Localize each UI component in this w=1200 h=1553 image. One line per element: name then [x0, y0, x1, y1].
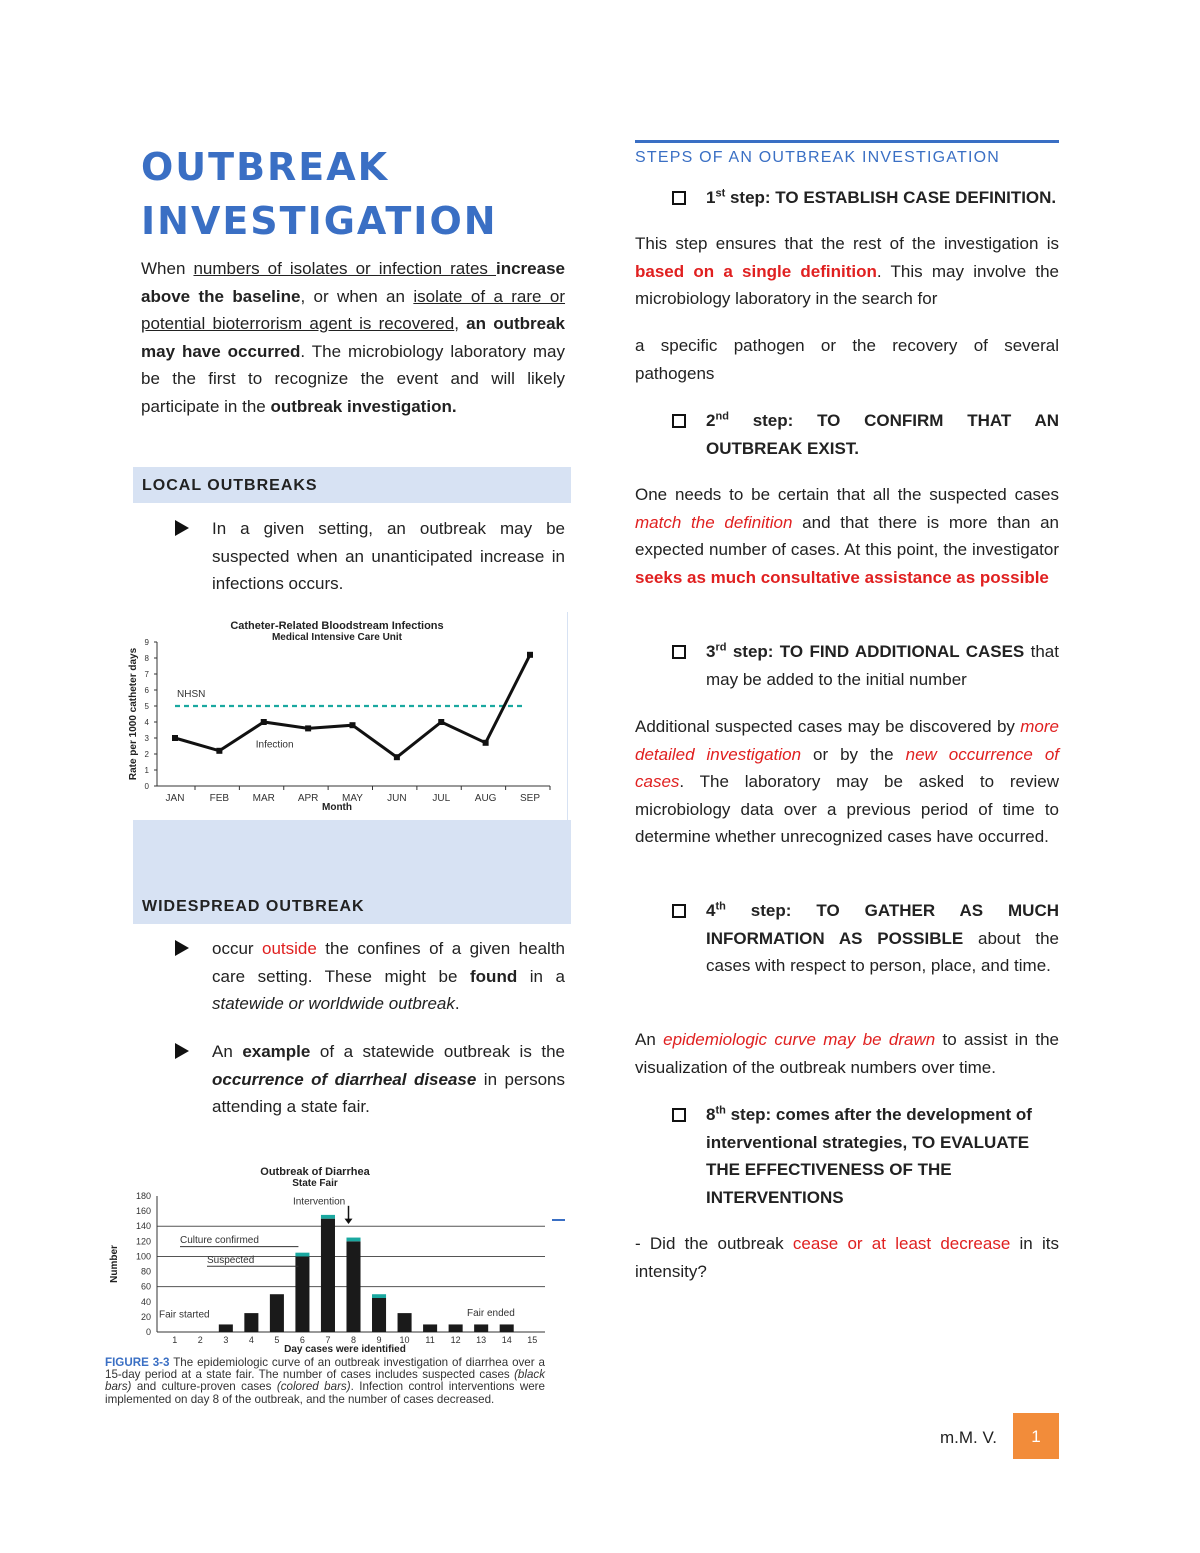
section-local-outbreaks: LOCAL OUTBREAKS — [133, 467, 571, 503]
x-axis-label: Day cases were identified — [284, 1344, 406, 1355]
data-point — [483, 740, 489, 746]
data-point — [394, 754, 400, 760]
bar-chart — [105, 1160, 550, 1360]
caption-text: and culture-proven cases — [131, 1380, 277, 1394]
annotation-culture-confirmed: Culture confirmed — [180, 1234, 259, 1246]
data-point — [438, 719, 444, 725]
bar-suspected — [474, 1324, 488, 1332]
x-tick-label: 13 — [476, 1335, 487, 1345]
y-tick-label: 80 — [140, 1266, 151, 1277]
step-1 — [672, 184, 1059, 212]
bar-suspected — [449, 1324, 463, 1332]
y-axis-label: Rate per 1000 catheter days — [128, 647, 139, 781]
text: in a — [517, 966, 565, 986]
x-tick-label: 11 — [425, 1335, 435, 1345]
annotation-fair-ended: Fair ended — [467, 1308, 515, 1320]
step-label: step: TO ESTABLISH CASE DEFINITION. — [725, 188, 1057, 207]
y-tick-label: 160 — [135, 1206, 151, 1217]
bar-suspected — [295, 1256, 309, 1332]
intro-underline-2: isolate of a rare or potential bioterrorism agent is recovered — [141, 286, 566, 333]
data-point — [305, 725, 311, 731]
x-tick-label: SEP — [519, 793, 541, 804]
text: . — [454, 994, 460, 1013]
x-tick-label: 7 — [325, 1335, 331, 1345]
y-tick-label: 60 — [140, 1281, 151, 1292]
bullet-widespread-1 — [175, 935, 565, 1018]
x-tick-label: MAR — [252, 793, 275, 804]
step-ordinal: nd — [715, 410, 729, 423]
highlight-red: new occurrence of cases — [635, 744, 1060, 791]
x-tick-label: 14 — [501, 1335, 512, 1345]
chart-catheter-infections — [105, 612, 568, 820]
baseline-label: NHSN — [177, 689, 206, 700]
bar-suspected — [423, 1324, 437, 1332]
x-tick-label: 5 — [274, 1335, 280, 1345]
caption-italic: (colored bars) — [276, 1380, 351, 1394]
annotation-intervention: Intervention — [292, 1196, 346, 1208]
step-number: 8 — [706, 1105, 716, 1124]
text: An — [635, 1030, 664, 1049]
x-tick-label: AUG — [474, 793, 497, 804]
text: An — [212, 1042, 243, 1061]
step-label: step: TO CONFIRM THAT AN OUTBREAK EXIST. — [706, 411, 1059, 458]
x-tick-label: 2 — [197, 1335, 203, 1345]
step-8 — [672, 1101, 1059, 1211]
intro-underline-1: numbers of isolates or infection rates — [193, 259, 496, 278]
x-tick-label: FEB — [209, 793, 230, 804]
step-1-description-2: a specific pathogen or the recovery of several pathogens — [635, 336, 1059, 383]
bar-suspected — [372, 1298, 386, 1332]
text: in persons attending a state fair. — [212, 1069, 565, 1116]
bullet-widespread-2-text — [212, 1038, 565, 1121]
chart-title: Outbreak of Diarrhea — [260, 1166, 370, 1178]
step-4-description — [635, 1026, 1059, 1081]
bar-confirmed — [295, 1253, 309, 1257]
italic-text: statewide or worldwide outbreak — [212, 994, 455, 1013]
text: One needs to be certain that all the suspected cases — [635, 485, 1059, 504]
data-point — [527, 652, 533, 658]
y-tick-label: 120 — [135, 1236, 151, 1247]
intervention-arrowhead — [345, 1219, 353, 1224]
divider-mark — [552, 1219, 565, 1221]
highlight-red: epidemiologic curve may be drawn — [663, 1030, 936, 1049]
caption-text: . Infection control interventions were implemented on day 8 of the outbreak, and the number of cases decreased. — [105, 1380, 545, 1406]
y-tick-label: 1 — [144, 766, 149, 775]
step-3 — [672, 638, 1059, 693]
text: the confines of a given health care setting. These might be — [212, 939, 565, 986]
step-number: 4 — [706, 901, 716, 920]
x-axis-label: Month — [322, 802, 352, 813]
y-tick-label: 6 — [144, 686, 149, 695]
x-tick-label: JUN — [387, 793, 407, 804]
step-8-description — [635, 1230, 1059, 1285]
x-tick-label: 1 — [172, 1335, 178, 1345]
y-tick-label: 9 — [144, 638, 149, 647]
bullet-widespread-2 — [175, 1038, 565, 1121]
bold-text: example — [242, 1042, 311, 1061]
bullet-widespread-1-text — [212, 935, 565, 1018]
intro-text: . The microbiology laboratory may be the first to recognize the event and will likely participate in the — [141, 341, 565, 416]
step-2 — [672, 407, 1059, 462]
y-tick-label: 2 — [144, 750, 149, 759]
bar-suspected — [346, 1241, 360, 1332]
text: . This may involve the microbiology laboratory in the search for — [635, 261, 1060, 308]
arrow-bullet-icon — [175, 940, 189, 956]
step-label: step: comes after the development of interventional strategies, TO EVALUATE THE EFFECTIVENESS OF THE INTERVENTIONS — [706, 1105, 1032, 1207]
bar-suspected — [321, 1219, 335, 1332]
highlight-red: match the definition — [635, 512, 793, 532]
text: . The laboratory may be asked to review microbiology data over a previous period of time to determine whether unrecognized cases have occurred. — [635, 772, 1059, 846]
y-tick-label: 5 — [144, 702, 149, 711]
arrow-bullet-icon — [175, 520, 189, 536]
text: in its intensity? — [635, 1234, 1059, 1281]
text: occur — [212, 939, 263, 958]
step-2-description — [635, 481, 1059, 591]
series-label: Infection — [255, 739, 294, 751]
y-tick-label: 0 — [145, 1327, 151, 1337]
bar-confirmed — [321, 1215, 335, 1219]
y-tick-label: 20 — [140, 1311, 151, 1322]
x-tick-label: 8 — [350, 1335, 357, 1345]
x-tick-label: JAN — [165, 793, 185, 804]
bullet-local-text: In a given setting, an outbreak may be suspected when an unanticipated increase in infections occurs. — [212, 519, 565, 593]
step-1-description — [635, 230, 1059, 313]
checkbox-bullet-icon — [672, 645, 686, 659]
text: Additional suspected cases may be discovered by — [635, 717, 1021, 736]
checkbox-bullet-icon — [672, 414, 686, 428]
steps-heading: STEPS OF AN OUTBREAK INVESTIGATION — [635, 149, 1001, 166]
y-tick-label: 3 — [144, 734, 149, 743]
intro-paragraph — [141, 255, 565, 420]
x-tick-label: 3 — [223, 1335, 229, 1345]
step-number: 1 — [706, 188, 716, 207]
chart-subtitle: Medical Intensive Care Unit — [271, 632, 403, 643]
step-rest: that may be added to the initial number — [706, 642, 1059, 689]
text: - Did the outbreak — [635, 1234, 793, 1253]
highlight-red: seeks as much consultative assistance as possible — [635, 567, 1049, 587]
y-tick-label: 0 — [144, 782, 149, 791]
caption-text: The epidemiologic curve of an outbreak investigation of diarrhea over a 15-day period at a state fair. The number of cases includes suspected cases — [105, 1356, 545, 1382]
section-spacer — [133, 820, 571, 888]
y-tick-label: 180 — [135, 1191, 151, 1201]
section-widespread-outbreak: WIDESPREAD OUTBREAK — [133, 888, 571, 924]
bar-confirmed — [372, 1294, 386, 1298]
y-tick-label: 140 — [135, 1221, 151, 1232]
y-tick-label: 100 — [135, 1251, 151, 1262]
intro-text: When — [141, 259, 194, 278]
line-chart — [105, 612, 567, 820]
y-tick-label: 8 — [144, 654, 149, 663]
text: to assist in the visualization of the outbreak numbers over time. — [635, 1030, 1059, 1077]
y-tick-label: 4 — [144, 718, 149, 727]
step-label: step: TO FIND ADDITIONAL CASES — [726, 642, 1025, 661]
text: or by the — [801, 744, 906, 764]
bar-suspected — [244, 1313, 258, 1332]
step-4 — [672, 897, 1059, 980]
bar-suspected — [219, 1324, 233, 1332]
intro-bold-2: an outbreak may have occurred — [141, 314, 566, 361]
highlight-red: cease or at least decrease — [792, 1234, 1011, 1253]
step-3-description — [635, 713, 1059, 851]
footer-author: m.M. V. — [940, 1428, 997, 1447]
page-title — [141, 140, 498, 248]
arrow-bullet-icon — [175, 1043, 189, 1059]
step-ordinal: rd — [715, 641, 727, 654]
title-line-2: INVESTIGATION — [141, 199, 498, 243]
step-ordinal: th — [715, 900, 726, 913]
highlight-red: based on a single definition — [635, 261, 877, 281]
x-tick-label: 9 — [376, 1335, 382, 1345]
intro-bold-1: increase above the baseline — [141, 259, 565, 306]
step-label: step: TO GATHER AS MUCH INFORMATION AS POSSIBLE — [706, 901, 1059, 948]
y-tick-label: 40 — [140, 1296, 151, 1307]
highlight-red: more detailed investigation — [635, 717, 1059, 764]
checkbox-bullet-icon — [672, 1108, 686, 1122]
bar-suspected — [398, 1313, 412, 1332]
step-ordinal: th — [715, 1104, 726, 1117]
bold-italic-text: occurrence of diarrheal disease — [212, 1069, 477, 1089]
data-point — [261, 719, 267, 725]
x-tick-label: 15 — [527, 1335, 538, 1345]
x-tick-label: MAY — [342, 793, 363, 804]
step-rest: about the cases with respect to person, place, and time. — [706, 928, 1059, 975]
bold-text: found — [470, 966, 518, 986]
intro-text: , — [454, 314, 467, 333]
annotation-suspected: Suspected — [207, 1255, 255, 1267]
x-tick-label: 10 — [399, 1335, 410, 1345]
data-point — [350, 722, 356, 728]
figure-caption — [105, 1357, 545, 1406]
text: This step ensures that the rest of the investigation is — [635, 234, 1059, 253]
step-number: 2 — [706, 411, 716, 430]
chart-diarrhea-outbreak — [105, 1160, 550, 1430]
caption-italic: (black bars) — [105, 1368, 545, 1394]
y-tick-label: 7 — [144, 670, 149, 679]
x-tick-label: 4 — [248, 1335, 254, 1345]
data-point — [216, 748, 222, 754]
caption-label: FIGURE 3-3 — [105, 1356, 170, 1369]
bar-confirmed — [346, 1238, 360, 1242]
chart-subtitle: State Fair — [292, 1178, 338, 1189]
page-number-badge: 1 — [1013, 1413, 1059, 1459]
x-tick-label: 6 — [299, 1335, 305, 1345]
title-line-1: OUTBREAK — [141, 145, 390, 189]
text: of a statewide outbreak is the — [310, 1042, 565, 1061]
bullet-local — [175, 515, 565, 598]
bar-suspected — [500, 1324, 514, 1332]
y-axis-label: Number — [109, 1245, 120, 1283]
text: and that there is more than an expected number of cases. At this point, the investigator — [635, 512, 1059, 559]
checkbox-bullet-icon — [672, 904, 686, 918]
steps-top-rule — [635, 140, 1059, 143]
annotation-fair-started: Fair started — [159, 1309, 210, 1321]
bar-suspected — [270, 1294, 284, 1332]
x-tick-label: JUL — [432, 793, 451, 804]
x-tick-label: APR — [297, 793, 319, 804]
step-number: 3 — [706, 642, 716, 661]
chart-title: Catheter-Related Bloodstream Infections — [230, 620, 444, 632]
step-ordinal: st — [715, 187, 726, 200]
data-point — [172, 735, 178, 741]
x-tick-label: 12 — [450, 1335, 461, 1345]
highlight-red: outside — [262, 939, 317, 958]
checkbox-bullet-icon — [672, 191, 686, 205]
intro-bold-3: outbreak investigation. — [270, 396, 457, 416]
intro-text: , or when an — [300, 286, 414, 306]
